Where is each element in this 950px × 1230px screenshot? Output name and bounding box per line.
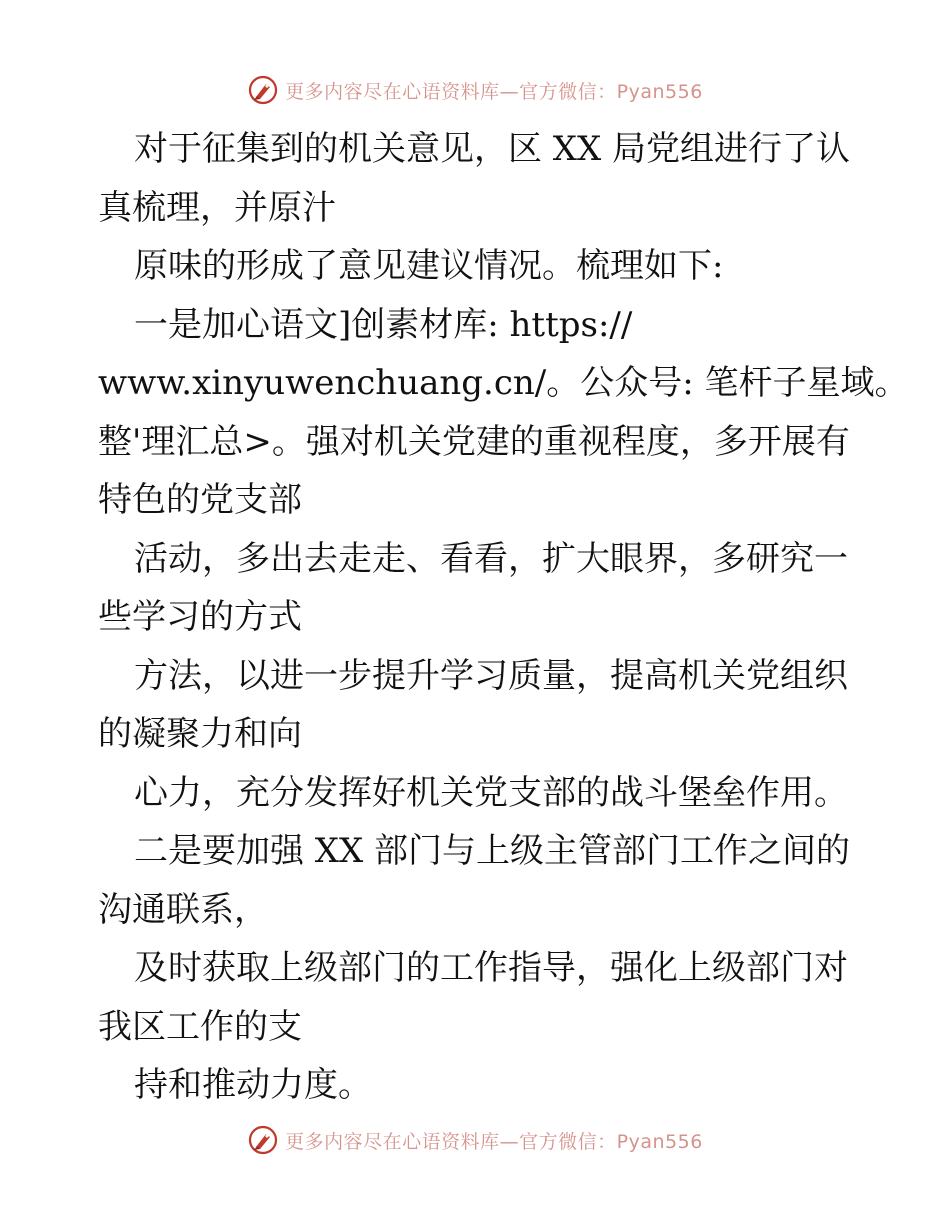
header-banner-inner xyxy=(247,74,703,106)
body-line-14: 沟通联系， xyxy=(98,889,268,930)
footer-banner xyxy=(0,1120,950,1160)
body-line-8: 活动，多出去走走、看看，扩大眼界，多研究一 xyxy=(134,538,848,579)
body-line-6: 整'理汇总>。强对机关党建的重视程度，多开展有 xyxy=(98,421,850,462)
body-line-16: 我区工作的支 xyxy=(98,1006,302,1047)
body-line-5: www.xinyuwenchuang.cn/。公众号: 笔杆子星域。 xyxy=(98,363,909,403)
body-line-3: 原味的形成了意见建议情况。梳理如下: xyxy=(134,246,724,286)
header-banner xyxy=(0,70,950,110)
body-line-12: 心力，充分发挥好机关党支部的战斗堡垒作用。 xyxy=(134,772,848,813)
body-line-11: 的凝聚力和向 xyxy=(98,714,302,754)
footer-banner-text: 更多内容尽在心语资料库—官方微信：Pyan556 xyxy=(285,1130,703,1153)
pen-nib-circle-logo-icon xyxy=(247,1124,279,1156)
pen-nib-circle-logo-icon xyxy=(247,74,279,106)
body-line-4: 一是加心语文]创素材库: https:// xyxy=(134,304,633,345)
body-line-9: 些学习的方式 xyxy=(98,597,302,637)
document-body xyxy=(98,120,909,1115)
body-line-15: 及时获取上级部门的工作指导，强化上级部门对 xyxy=(134,948,848,988)
body-line-13: 二是要加强 XX 部门与上级主管部门工作之间的 xyxy=(134,831,851,871)
body-line-1: 对于征集到的机关意见，区 XX 局党组进行了认 xyxy=(134,129,851,169)
body-line-10: 方法，以进一步提升学习质量，提高机关党组织 xyxy=(134,655,848,696)
footer-banner-inner xyxy=(247,1124,703,1156)
body-line-7: 特色的党支部 xyxy=(98,480,302,520)
header-banner-text: 更多内容尽在心语资料库—官方微信：Pyan556 xyxy=(285,80,703,103)
body-line-17: 持和推动力度。 xyxy=(134,1065,372,1105)
body-line-2: 真梳理，并原汁 xyxy=(98,187,336,228)
